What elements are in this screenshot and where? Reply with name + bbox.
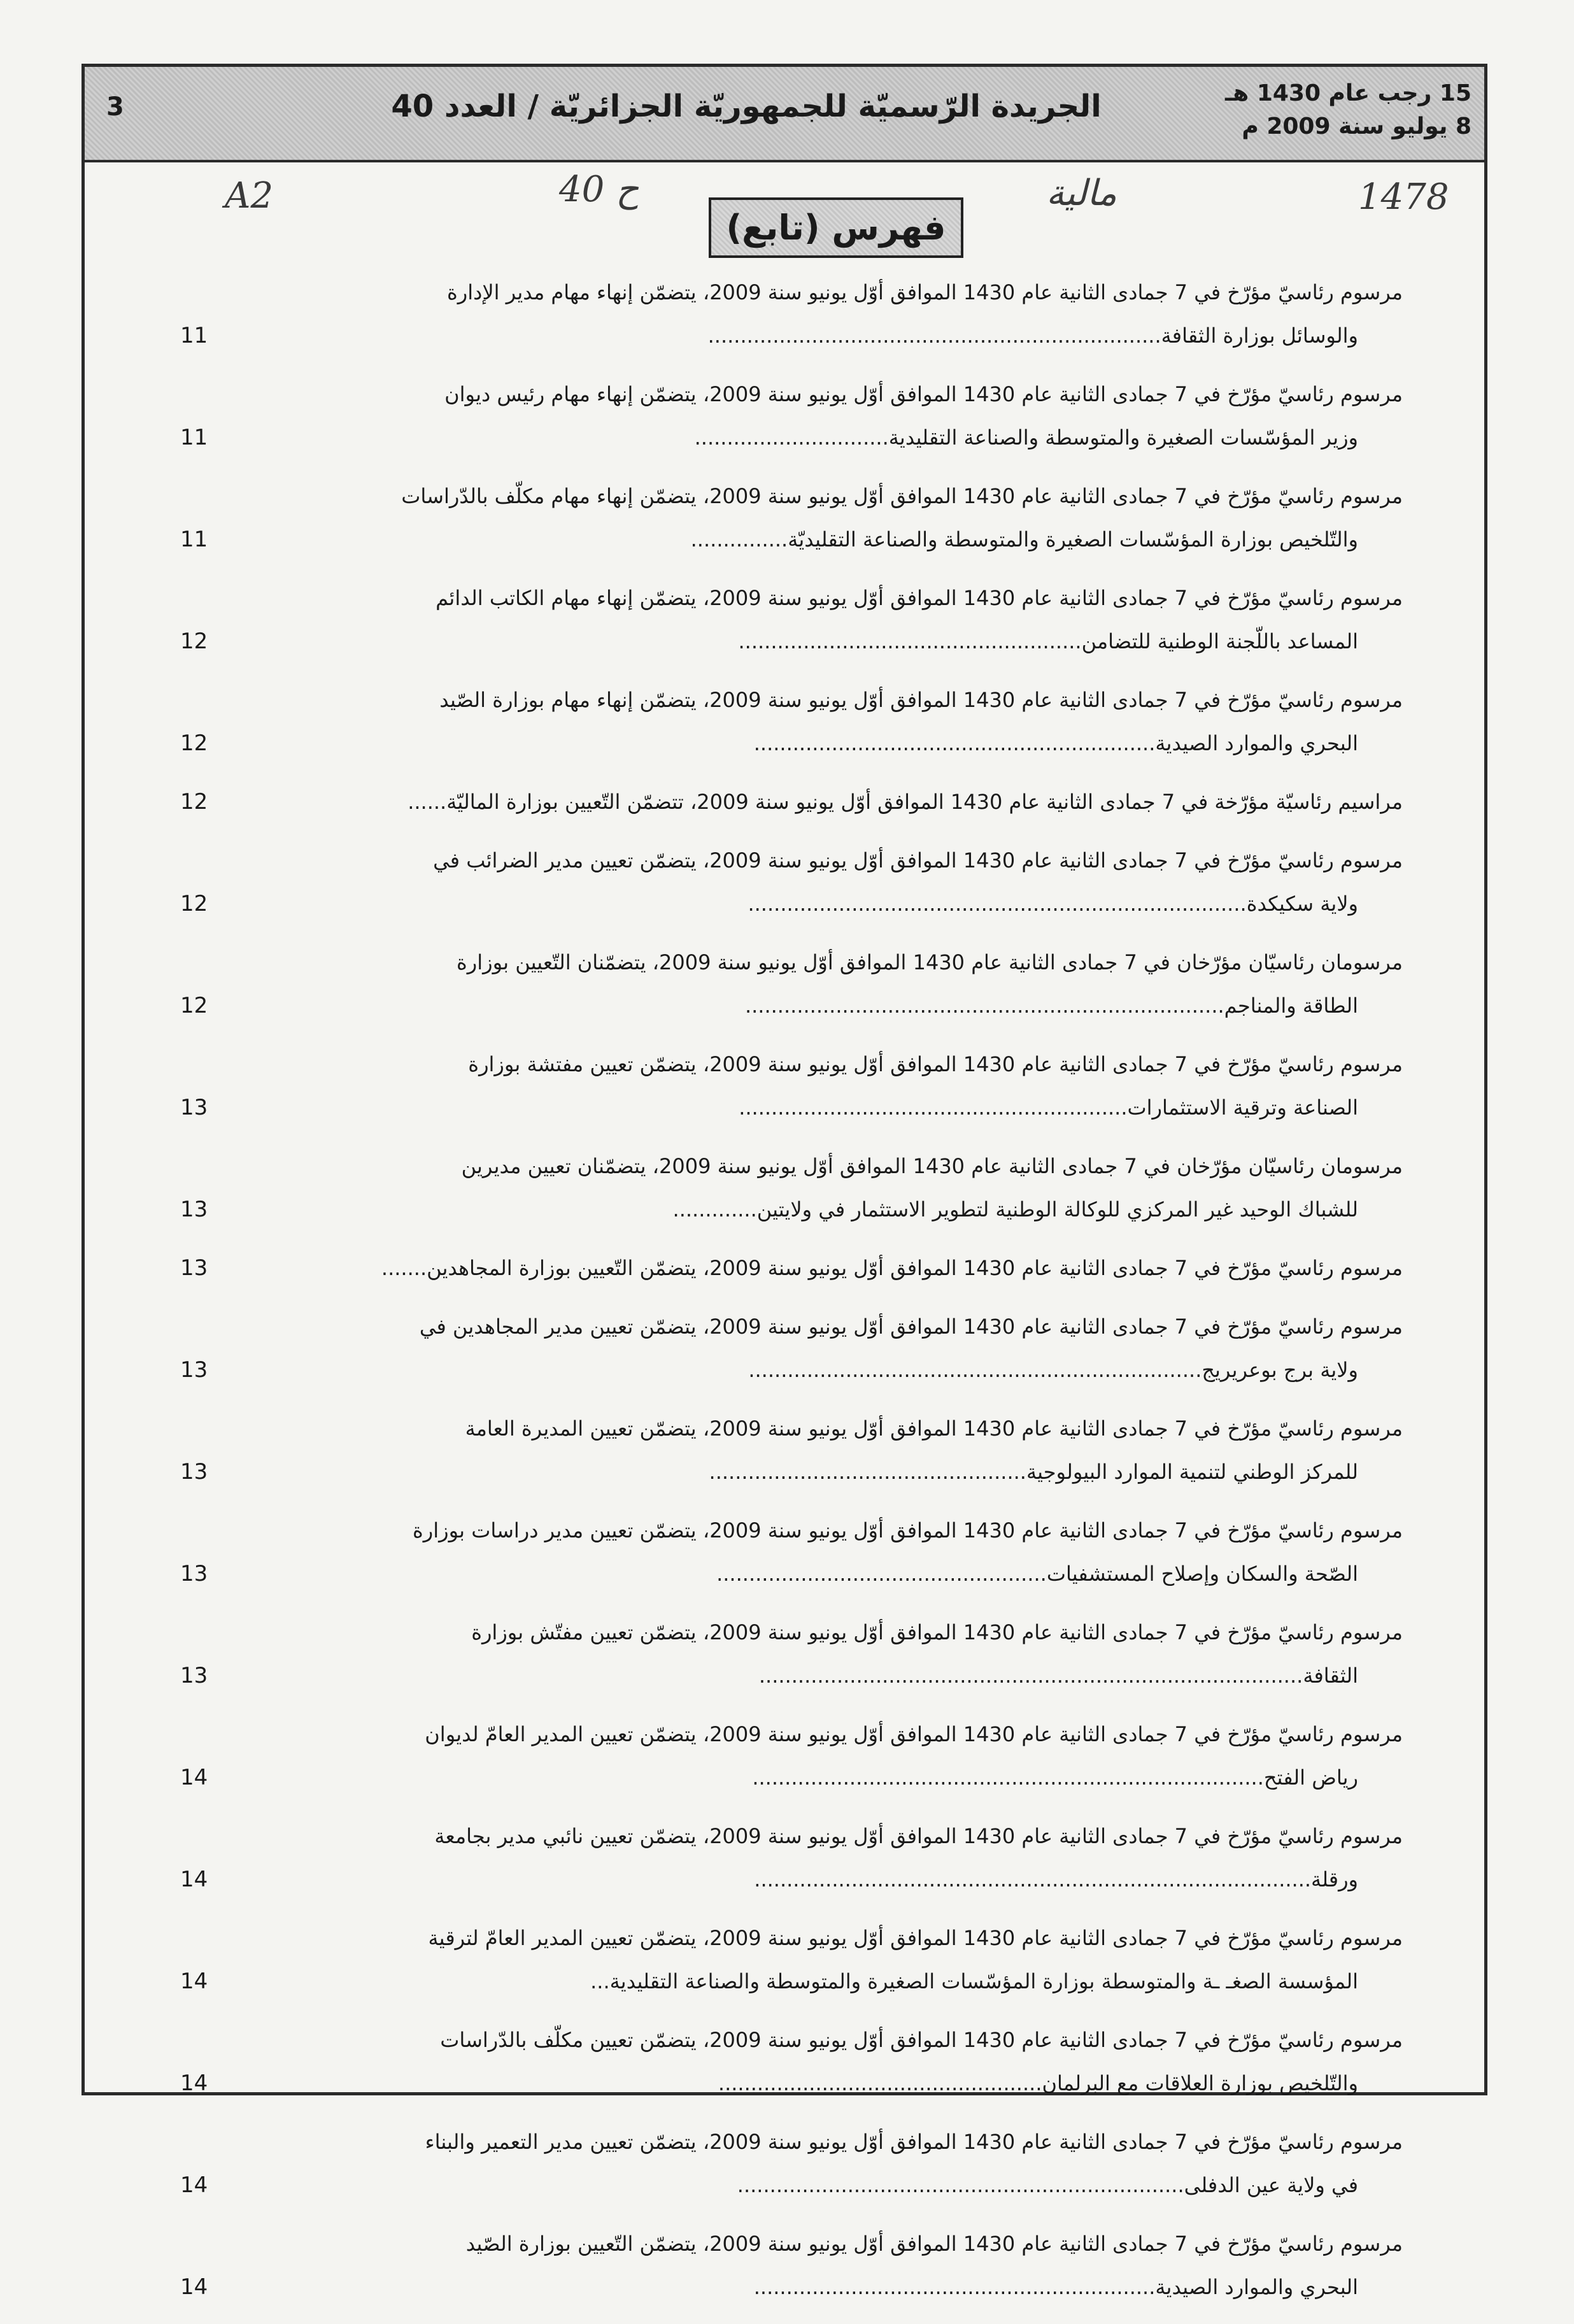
issue-date — [1172, 77, 1471, 143]
toc-entry-page: 14 — [180, 1765, 208, 1790]
toc-entry-page: 12 — [180, 993, 208, 1018]
toc-entry-line: المؤسسة الصغـ ـة والمتوسطة بوزارة المؤسّسات الصغيرة والمتوسطة والصناعة التقليدية... — [590, 1969, 1358, 1993]
page-frame — [82, 64, 1487, 2300]
toc-entry-text — [238, 1916, 1403, 2003]
toc-entry-line: مرسوم رئاسيّ مؤرّخ في 7 جمادى الثانية عام 1430 الموافق أوّل يونيو سنة 2009، يتضمّن إنهاء مهام مدير الإدارة — [447, 280, 1403, 304]
gazette-title: الجريدة الرّسميّة للجمهوريّة الجزائريّة / العدد 40 — [391, 89, 1102, 124]
toc-entry — [180, 576, 1403, 663]
handwritten-note: 1478 — [1358, 176, 1449, 218]
toc-entry-line: مرسوم رئاسيّ مؤرّخ في 7 جمادى الثانية عام 1430 الموافق أوّل يونيو سنة 2009، يتضمّن إنهاء مهام رئيس ديوان — [444, 382, 1403, 406]
toc-entry — [180, 839, 1403, 925]
toc-entry — [180, 1916, 1403, 2003]
toc-entry-text — [238, 1144, 1403, 1231]
toc-heading-box — [709, 197, 963, 258]
toc-entry-page: 11 — [180, 425, 208, 450]
toc-entry-text — [238, 1305, 1403, 1392]
toc-entry-line: رياض الفتح............................................................................... — [752, 1765, 1358, 1790]
toc-entry-page: 13 — [180, 1663, 208, 1688]
toc-entry-text — [238, 1043, 1403, 1129]
toc-entry-line: ولاية سكيكدة............................................................................. — [748, 892, 1358, 916]
toc-entry-page: 12 — [180, 629, 208, 654]
toc-entry-line: مراسيم رئاسيّة مؤرّخة في 7 جمادى الثانية عام 1430 الموافق أوّل يونيو سنة 2009، تتضمّن التّعيين بوزارة الماليّة...... — [408, 790, 1403, 814]
toc-entry-text — [238, 1814, 1403, 1901]
toc-entry — [180, 1814, 1403, 1901]
toc-entry-page: 13 — [180, 1561, 208, 1586]
toc-entry-text — [238, 1509, 1403, 1595]
toc-entry-page: 12 — [180, 789, 208, 815]
toc-entry-line: والتّلخيص بوزارة المؤسّسات الصغيرة والمتوسطة والصناعة التقليديّة............... — [690, 527, 1358, 552]
toc-entry — [180, 941, 1403, 1027]
toc-entry-line: ولاية برج بوعريريج...................................................................... — [748, 1358, 1358, 1382]
toc-entry-text — [238, 373, 1403, 459]
toc-entry-line: مرسوم رئاسيّ مؤرّخ في 7 جمادى الثانية عام 1430 الموافق أوّل يونيو سنة 2009، يتضمّن إنهاء مهام بوزارة الصّيد — [439, 688, 1403, 712]
toc-entry-text — [238, 1246, 1403, 1290]
toc-entry-page: 14 — [180, 2071, 208, 2096]
toc-entry-line: مرسوم رئاسيّ مؤرّخ في 7 جمادى الثانية عام 1430 الموافق أوّل يونيو سنة 2009، يتضمّن تعيين مدير المجاهدين في — [419, 1315, 1403, 1339]
toc-entry-line: ورقلة...................................................................................... — [754, 1867, 1358, 1892]
toc-entry — [180, 1043, 1403, 1129]
toc-entry-line: المساعد باللّجنة الوطنية للتضامن..................................................... — [738, 629, 1358, 653]
toc-entry-text — [238, 2018, 1403, 2105]
toc-entry-line: البحري والموارد الصيدية.............................................................. — [753, 2275, 1358, 2299]
toc-entry-line: مرسوم رئاسيّ مؤرّخ في 7 جمادى الثانية عام 1430 الموافق أوّل يونيو سنة 2009، يتضمّن تعيين المدير العامّ لديوان — [425, 1722, 1403, 1746]
toc-entry-line: والوسائل بوزارة الثقافة...................................................................... — [707, 324, 1358, 348]
toc-entry-page: 11 — [180, 527, 208, 552]
toc-entry-line: وزير المؤسّسات الصغيرة والمتوسطة والصناعة التقليدية.............................. — [694, 425, 1358, 450]
handwritten-note: ح 40 — [559, 169, 639, 210]
handwritten-note: مالية — [1046, 173, 1117, 214]
toc-entry-line: مرسوم رئاسيّ مؤرّخ في 7 جمادى الثانية عام 1430 الموافق أوّل يونيو سنة 2009، يتضمّن تعيين المديرة العامة — [465, 1416, 1403, 1441]
toc-entries — [180, 271, 1403, 2324]
toc-entry — [180, 1509, 1403, 1595]
toc-entry-text — [238, 1713, 1403, 1799]
toc-entry-page: 11 — [180, 323, 208, 348]
toc-entry-page: 14 — [180, 2172, 208, 2198]
toc-entry — [180, 2120, 1403, 2207]
toc-entry-text — [238, 1407, 1403, 1493]
toc-entry-text — [238, 576, 1403, 663]
page-number: 3 — [106, 92, 124, 122]
toc-entry-line: مرسومان رئاسيّان مؤرّخان في 7 جمادى الثانية عام 1430 الموافق أوّل يونيو سنة 2009، يتضمّنان تعيين مديرين — [461, 1154, 1403, 1178]
toc-entry — [180, 2222, 1403, 2309]
toc-entry-text — [238, 2120, 1403, 2207]
toc-entry-text — [238, 474, 1403, 561]
toc-entry-line: مرسوم رئاسيّ مؤرّخ في 7 جمادى الثانية عام 1430 الموافق أوّل يونيو سنة 2009، يتضمّن التّعيين بوزارة الصّيد — [465, 2232, 1403, 2256]
toc-entry-line: في ولاية عين الدفلى..................................................................... — [737, 2173, 1358, 2197]
gazette-header — [85, 67, 1484, 162]
toc-entry-page: 14 — [180, 2274, 208, 2300]
date-hijri: 15 رجب عام 1430 هـ — [1225, 80, 1471, 106]
toc-entry-line: مرسوم رئاسيّ مؤرّخ في 7 جمادى الثانية عام 1430 الموافق أوّل يونيو سنة 2009، يتضمّن تعيين مدير الضرائب في — [433, 848, 1403, 873]
toc-entry — [180, 780, 1403, 823]
toc-entry-page: 13 — [180, 1459, 208, 1485]
toc-entry-line: مرسوم رئاسيّ مؤرّخ في 7 جمادى الثانية عام 1430 الموافق أوّل يونيو سنة 2009، يتضمّن تعيين مفتّش بوزارة — [471, 1620, 1403, 1644]
toc-entry-text — [238, 941, 1403, 1027]
toc-entry-page: 12 — [180, 891, 208, 916]
toc-entry-line: مرسومان رئاسيّان مؤرّخان في 7 جمادى الثانية عام 1430 الموافق أوّل يونيو سنة 2009، يتضمّنان التّعيين بوزارة — [457, 950, 1403, 974]
toc-entry-line: مرسوم رئاسيّ مؤرّخ في 7 جمادى الثانية عام 1430 الموافق أوّل يونيو سنة 2009، يتضمّن التّعيين بوزارة المجاهدين....... — [381, 1256, 1403, 1280]
toc-entry-line: مرسوم رئاسيّ مؤرّخ في 7 جمادى الثانية عام 1430 الموافق أوّل يونيو سنة 2009، يتضمّن تعيين مفتشة بوزارة — [468, 1052, 1403, 1076]
toc-entry-line: الصّحة والسكان وإصلاح المستشفيات................................................... — [716, 1562, 1358, 1586]
toc-entry-text — [238, 1611, 1403, 1697]
toc-entry-line: الطاقة والمناجم.......................................................................... — [744, 994, 1358, 1018]
toc-entry — [180, 474, 1403, 561]
toc-entry — [180, 678, 1403, 765]
toc-entry — [180, 271, 1403, 357]
toc-entry-line: مرسوم رئاسيّ مؤرّخ في 7 جمادى الثانية عام 1430 الموافق أوّل يونيو سنة 2009، يتضمّن تعيين مكلّف بالدّراسات — [440, 2028, 1403, 2052]
toc-entry — [180, 373, 1403, 459]
toc-entry — [180, 2018, 1403, 2105]
toc-entry-line: البحري والموارد الصيدية.............................................................. — [753, 731, 1358, 755]
toc-entry — [180, 1713, 1403, 1799]
toc-entry-text — [238, 678, 1403, 765]
toc-entry-line: مرسوم رئاسيّ مؤرّخ في 7 جمادى الثانية عام 1430 الموافق أوّل يونيو سنة 2009، يتضمّن تعيين المدير العامّ لترقية — [428, 1926, 1403, 1950]
toc-entry-line: الثقافة.................................................................................... — [758, 1664, 1358, 1688]
toc-entry — [180, 1144, 1403, 1231]
toc-entry-line: الصناعة وترقية الاستثمارات............................................................ — [739, 1095, 1358, 1120]
toc-entry-text — [238, 839, 1403, 925]
toc-entry-page: 14 — [180, 1867, 208, 1892]
toc-entry-line: والتّلخيص بوزارة العلاقات مع البرلمان.................................................. — [718, 2071, 1358, 2095]
toc-entry-line: مرسوم رئاسيّ مؤرّخ في 7 جمادى الثانية عام 1430 الموافق أوّل يونيو سنة 2009، يتضمّن تعيين مدير دراسات بوزارة — [413, 1518, 1403, 1543]
toc-entry — [180, 1611, 1403, 1697]
toc-entry — [180, 1305, 1403, 1392]
toc-entry-line: مرسوم رئاسيّ مؤرّخ في 7 جمادى الثانية عام 1430 الموافق أوّل يونيو سنة 2009، يتضمّن تعيين مدير التعمير والبناء — [425, 2130, 1403, 2154]
toc-entry-page: 12 — [180, 731, 208, 756]
toc-entry-page: 13 — [180, 1255, 208, 1281]
toc-entry-line: مرسوم رئاسيّ مؤرّخ في 7 جمادى الثانية عام 1430 الموافق أوّل يونيو سنة 2009، يتضمّن تعيين نائبي مدير بجامعة — [434, 1824, 1403, 1848]
toc-entry-page: 13 — [180, 1197, 208, 1222]
date-gregorian: 8 يوليو سنة 2009 م — [1242, 113, 1471, 139]
toc-entry-page: 14 — [180, 1969, 208, 1994]
handwritten-note: A2 — [225, 175, 274, 217]
toc-entry-text — [238, 271, 1403, 357]
toc-entry — [180, 1407, 1403, 1493]
toc-entry-line: للشباك الوحيد غير المركزي للوكالة الوطنية لتطوير الاستثمار في ولايتين............. — [672, 1197, 1358, 1222]
toc-entry-text — [238, 2222, 1403, 2309]
toc-entry-line: للمركز الوطني لتنمية الموارد البيولوجية................................................. — [709, 1460, 1358, 1484]
toc-entry-page: 13 — [180, 1095, 208, 1120]
toc-entry-text — [238, 780, 1403, 823]
toc-entry-line: مرسوم رئاسيّ مؤرّخ في 7 جمادى الثانية عام 1430 الموافق أوّل يونيو سنة 2009، يتضمّن إنهاء مهام الكاتب الدائم — [436, 586, 1403, 610]
toc-entry — [180, 1246, 1403, 1290]
toc-entry-line: مرسوم رئاسيّ مؤرّخ في 7 جمادى الثانية عام 1430 الموافق أوّل يونيو سنة 2009، يتضمّن إنهاء مهام مكلّف بالدّراسات — [401, 484, 1403, 508]
toc-entry-page: 13 — [180, 1357, 208, 1383]
toc-title: فهرس (تابع) — [726, 208, 946, 248]
